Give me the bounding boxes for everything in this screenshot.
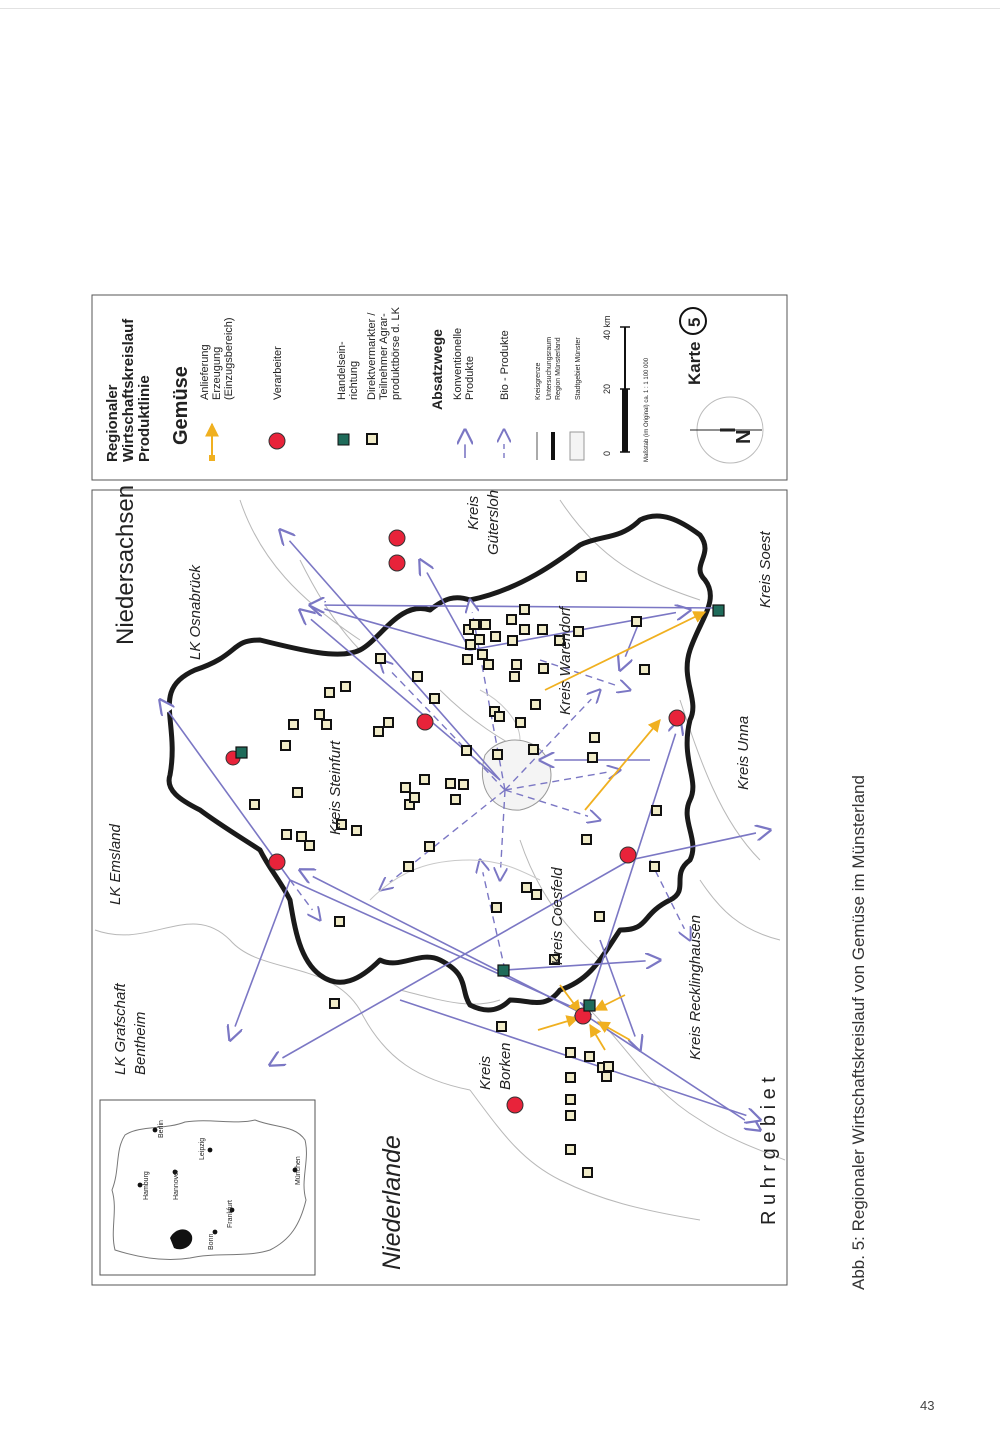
legend-verarbeiter-symbol	[269, 433, 285, 449]
label-kreis-guetersloh-1: Kreis	[465, 495, 482, 530]
legend-title-1: Regionaler	[104, 384, 121, 462]
legend-stadtgebiet: Stadtgebiet Münster	[575, 337, 582, 400]
legend-konventionell-2: Produkte	[464, 355, 476, 400]
north-label: N	[733, 429, 755, 444]
legend-stadtgebiet-symbol	[570, 432, 584, 460]
legend-anlieferung-3: (Einzugsbereich)	[223, 317, 235, 400]
scale-note: Maßstab (im Original) ca. 1 : 1 100 000	[644, 357, 650, 462]
legend-title-3: Produktlinie	[136, 375, 153, 462]
label-kreis-warendorf: Kreis Warendorf	[557, 606, 574, 715]
karte-number: 5	[685, 317, 704, 327]
legend-handel-1: Handelsein-	[336, 341, 348, 400]
legend-direkt-symbol	[367, 434, 377, 444]
legend-bio: Bio - Produkte	[499, 330, 511, 400]
legend-title-2: Wirtschaftskreislauf	[120, 318, 137, 462]
label-lk-osnabrueck: LK Osnabrück	[187, 564, 204, 660]
label-kreis-soest: Kreis Soest	[757, 531, 774, 608]
scale-label-0: 0	[602, 450, 612, 456]
label-kreis-steinfurt: Kreis Steinfurt	[327, 740, 344, 835]
label-lk-grafschaft-1: LK Grafschaft	[112, 983, 129, 1075]
label-niedersachsen: Niedersachsen	[112, 484, 139, 645]
inset-label-muenchen: München	[295, 1156, 302, 1185]
label-kreis-coesfeld: Kreis Coesfeld	[549, 867, 566, 965]
scale-label-20: 20	[602, 383, 612, 394]
inset-label-bonn: Bonn	[208, 1233, 215, 1250]
legend-anlieferung-2: Erzeugung	[211, 346, 223, 400]
legend-untersuchung-2: Region Münsterland	[555, 337, 562, 400]
label-kreis-recklinghausen: Kreis Recklinghausen	[687, 914, 704, 1060]
label-lk-grafschaft-2: Bentheim	[132, 1011, 149, 1075]
legend-handel-2: richtung	[348, 360, 360, 400]
label-kreis-borken-2: Borken	[497, 1042, 514, 1090]
legend-direkt-1: Direktvermarkter /	[366, 312, 378, 400]
label-kreis-borken-1: Kreis	[477, 1055, 494, 1090]
inset-label-leipzig: Leipzig	[199, 1137, 206, 1160]
scale-label-40: 40 km	[602, 315, 612, 340]
legend-anlieferung-1: Anlieferung	[199, 344, 211, 400]
legend-product: Gemüse	[170, 366, 192, 445]
legend-direkt-2: Teilnehmer Agrar-	[378, 313, 390, 400]
label-lk-emsland: LK Emsland	[107, 824, 124, 905]
inset-label-hamburg: Hamburg	[143, 1171, 150, 1200]
inset-label-hannover: Hannover	[173, 1169, 180, 1200]
label-ruhrgebiet: R u h r g e b i e t	[758, 1077, 780, 1225]
germany-inset	[100, 1100, 315, 1275]
legend-konventionell-1: Konventionelle	[452, 327, 464, 400]
legend-verarbeiter: Verarbeiter	[272, 346, 284, 400]
label-kreis-guetersloh-2: Gütersloh	[485, 489, 502, 555]
inset-label-berlin: Berlin	[158, 1120, 165, 1138]
label-niederlande: Niederlande	[378, 1135, 406, 1270]
legend-untersuchung-1: Untersuchungsraum	[546, 336, 553, 400]
figure-caption: Abb. 5: Regionaler Wirtschaftskreislauf von Gemüse im Münsterland	[849, 775, 868, 1290]
inset-label-frankfurt: Frankfurt	[227, 1199, 234, 1228]
legend-panel	[92, 295, 787, 480]
label-kreis-unna: Kreis Unna	[735, 715, 752, 790]
legend-kreisgrenze: Kreisgrenze	[535, 362, 542, 400]
legend-absatzwege-title: Absatzwege	[429, 329, 445, 410]
legend-direkt-3: produktbörse d. LK	[390, 307, 402, 400]
page-number: 43	[920, 1398, 935, 1413]
karte-label: Karte	[685, 341, 704, 385]
legend-handel-symbol	[338, 434, 349, 445]
